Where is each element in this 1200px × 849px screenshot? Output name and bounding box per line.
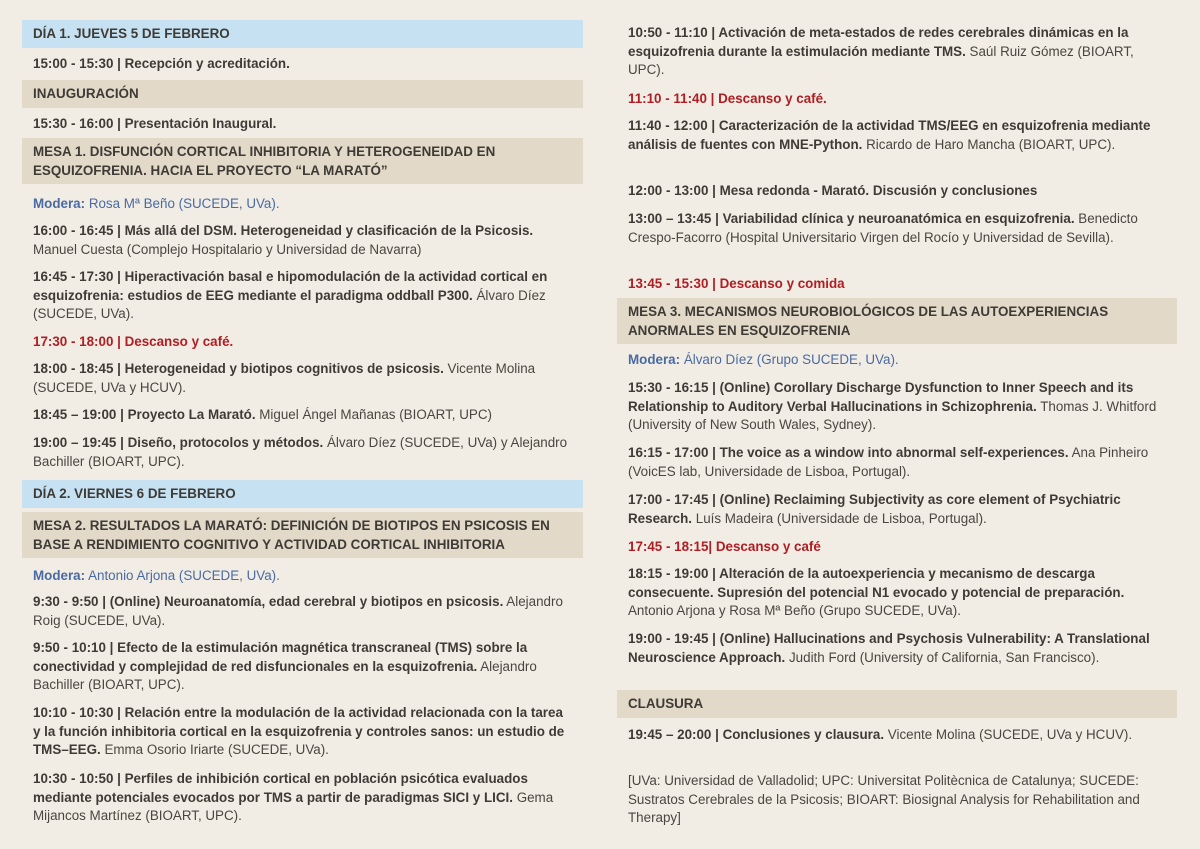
- abbreviations-footnote: [UVa: Universidad de Valladolid; UPC: Universitat Politècnica de Catalunya; SUCEDE: Sustratos Cerebrales de la Psicosis; BIOART: Biosignal Analysis for Rehabilitation and Therapy]: [628, 773, 1140, 826]
- session-item: 11:40 - 12:00 | Caracterización de la actividad TMS/EEG en esquizofrenia mediante análisis de fuentes con MNE-Python. Ricardo de Haro Mancha (BIOART, UPC).: [628, 118, 1151, 152]
- break-item: 17:30 - 18:00 | Descanso y café.: [33, 334, 234, 349]
- session-item: 10:30 - 10:50 | Perfiles de inhibición cortical en población psicótica evaluados mediante potenciales evocados por TMS a partir de paradigmas SICI y LICI. Gema Mijancos Martínez (BIOART, UPC).: [33, 771, 554, 824]
- session-item: 16:15 - 17:00 | The voice as a window into abnormal self-experiences. Ana Pinheiro (VoicES lab, Universidade de Lisboa, Portugal).: [628, 445, 1149, 479]
- clausura-header: CLAUSURA: [617, 690, 1177, 718]
- session-item: 15:30 - 16:15 | (Online) Corollary Discharge Dysfunction to Inner Speech and its Relationship to Auditory Verbal Hallucinations in Schizophrenia. Thomas J. Whitford (University of New South Wales, Sydney).: [628, 380, 1157, 433]
- session-item: 17:00 - 17:45 | (Online) Reclaiming Subjectivity as core element of Psychiatric Research. Luís Madeira (Universidade de Lisboa, Portugal).: [628, 492, 1121, 526]
- session-item: 19:45 – 20:00 | Conclusiones y clausura. Vicente Molina (SUCEDE, UVa y HCUV).: [628, 727, 1133, 742]
- session-item: 16:45 - 17:30 | Hiperactivación basal e hipomodulación de la actividad cortical en esquizofrenia: estudios de EEG mediante el paradigma oddball P300. Álvaro Díez (SUCEDE, UVa).: [33, 269, 548, 322]
- session-item: 19:00 – 19:45 | Diseño, protocolos y métodos. Álvaro Díez (SUCEDE, UVa) y Alejandro Bachiller (BIOART, UPC).: [33, 435, 568, 469]
- session-item: 12:00 - 13:00 | Mesa redonda - Marató. Discusión y conclusiones: [628, 183, 1038, 198]
- session-item: 10:50 - 11:10 | Activación de meta-estados de redes cerebrales dinámicas en la esquizofrenia durante la estimulación mediante TMS. Saúl Ruiz Gómez (BIOART, UPC).: [628, 25, 1134, 78]
- break-item: 13:45 - 15:30 | Descanso y comida: [628, 276, 845, 291]
- break-item: 17:45 - 18:15| Descanso y café: [628, 539, 821, 554]
- session-item: 18:15 - 19:00 | Alteración de la autoexperiencia y mecanismo de descarga consecuente. Supresión del potencial N1 evocado y potencial de preparación. Antonio Arjona y Rosa Mª Beño (Grupo SUCEDE, UVa).: [628, 566, 1125, 619]
- day2-header: DÍA 2. VIERNES 6 DE FEBRERO: [22, 480, 583, 508]
- session-item: 9:30 - 9:50 | (Online) Neuroanatomía, edad cerebral y biotipos en psicosis. Alejandro Roig (SUCEDE, UVa).: [33, 594, 563, 628]
- session-item: 18:00 - 18:45 | Heterogeneidad y biotipos cognitivos de psicosis. Vicente Molina (SUCEDE, UVa y HCUV).: [33, 361, 536, 395]
- session-item: 10:10 - 10:30 | Relación entre la modulación de la actividad relacionada con la tarea y la función inhibitoria cortical en la esquizofrenia y controles sanos: un estudio de TMS–EEG. Emma Osorio Iriarte (SUCEDE, UVa).: [33, 705, 565, 758]
- day1-header: DÍA 1. JUEVES 5 DE FEBRERO: [22, 20, 583, 48]
- session-item: 18:45 – 19:00 | Proyecto La Marató. Miguel Ángel Mañanas (BIOART, UPC): [33, 407, 492, 422]
- inauguracion-header: INAUGURACIÓN: [22, 80, 583, 108]
- session-presentation: 15:30 - 16:00 | Presentación Inaugural.: [33, 116, 277, 131]
- session-item: 19:00 - 19:45 | (Online) Hallucinations and Psychosis Vulnerability: A Translational Neuroscience Approach. Judith Ford (University of California, San Francisco).: [628, 631, 1150, 665]
- session-reception: 15:00 - 15:30 | Recepción y acreditación.: [33, 56, 290, 71]
- mesa2-moderator: Modera: Antonio Arjona (SUCEDE, UVa).: [33, 568, 280, 583]
- mesa1-header: MESA 1. DISFUNCIÓN CORTICAL INHIBITORIA Y HETEROGENEIDAD EN ESQUIZOFRENIA. HACIA EL PROYECTO “LA MARATÓ”: [22, 138, 583, 184]
- mesa3-header: MESA 3. MECANISMOS NEUROBIOLÓGICOS DE LAS AUTOEXPERIENCIAS ANORMALES EN ESQUIZOFRENIA: [617, 298, 1177, 344]
- session-item: 13:00 – 13:45 | Variabilidad clínica y neuroanatómica en esquizofrenia. Benedicto Crespo-Facorro (Hospital Universitario Virgen del Rocío y Universidad de Sevilla).: [628, 211, 1138, 245]
- mesa1-moderator: Modera: Rosa Mª Beño (SUCEDE, UVa).: [33, 196, 280, 211]
- break-item: 11:10 - 11:40 | Descanso y café.: [628, 91, 827, 106]
- session-item: 9:50 - 10:10 | Efecto de la estimulación magnética transcraneal (TMS) sobre la conectividad y complejidad de red disfuncionales en la esquizofrenia. Alejandro Bachiller (BIOART, UPC).: [33, 640, 537, 693]
- mesa2-header: MESA 2. RESULTADOS LA MARATÓ: DEFINICIÓN DE BIOTIPOS EN PSICOSIS EN BASE A RENDIMIENTO COGNITIVO Y ACTIVIDAD CORTICAL INHIBITORIA: [22, 512, 583, 558]
- mesa3-moderator: Modera: Álvaro Díez (Grupo SUCEDE, UVa).: [628, 352, 899, 367]
- session-item: 16:00 - 16:45 | Más allá del DSM. Heterogeneidad y clasificación de la Psicosis. Manuel Cuesta (Complejo Hospitalario y Universidad de Navarra): [33, 223, 534, 257]
